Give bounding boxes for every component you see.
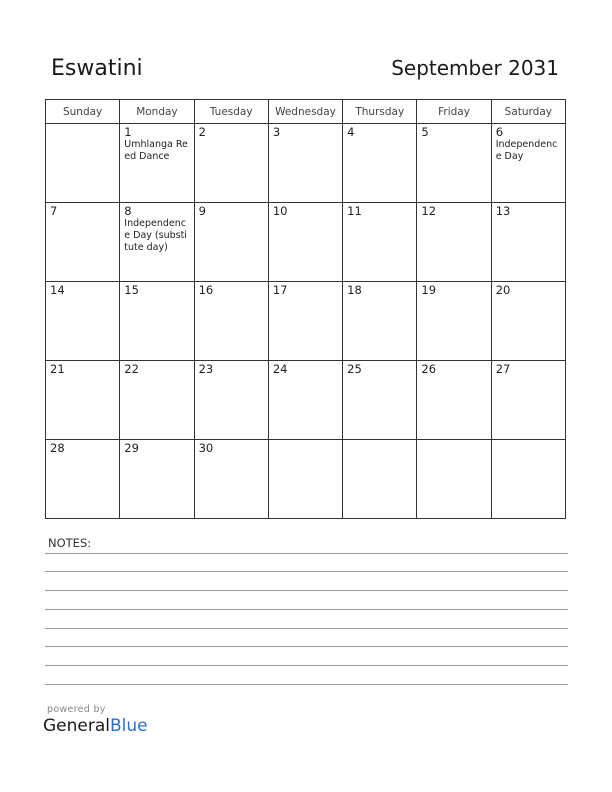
day-cell[interactable]	[491, 282, 565, 361]
day-number: 11	[347, 204, 362, 218]
weekday-header-row	[46, 100, 566, 124]
day-cell[interactable]	[194, 440, 268, 519]
day-number: 24	[272, 362, 288, 376]
day-cell[interactable]	[46, 124, 120, 203]
day-number: 18	[347, 283, 362, 297]
day-number: 19	[421, 283, 437, 297]
holiday-event: Umhlanga Reed Dance	[124, 139, 188, 162]
day-cell[interactable]	[120, 124, 194, 203]
day-number: 8	[124, 204, 132, 218]
day-number: 25	[347, 362, 362, 376]
day-cell[interactable]	[194, 124, 268, 203]
day-cell[interactable]	[46, 361, 120, 440]
day-number: 30	[198, 441, 214, 455]
day-cell[interactable]	[268, 124, 342, 203]
day-cell[interactable]	[46, 282, 120, 361]
day-cell[interactable]	[194, 361, 268, 440]
weekday-header: Wednesday	[268, 100, 342, 124]
day-cell[interactable]	[46, 440, 120, 519]
weekday-header: Friday	[417, 100, 491, 124]
day-number: 4	[347, 125, 355, 139]
month-year-title: September 2031	[391, 56, 559, 80]
day-number: 5	[421, 125, 429, 139]
day-number: 1	[124, 125, 132, 139]
notes-line	[45, 684, 568, 685]
day-cell[interactable]	[417, 361, 491, 440]
day-number: 10	[272, 204, 288, 218]
day-number: 12	[421, 204, 437, 218]
notes-line	[45, 628, 568, 629]
weekday-header: Tuesday	[194, 100, 268, 124]
day-number: 29	[124, 441, 139, 455]
notes-line	[45, 646, 568, 647]
day-cell[interactable]	[268, 203, 342, 282]
day-cell[interactable]	[120, 440, 194, 519]
day-cell[interactable]	[343, 203, 417, 282]
weekday-header: Sunday	[46, 100, 120, 124]
notes-line	[45, 609, 568, 610]
day-number: 22	[124, 362, 139, 376]
notes-line	[45, 553, 568, 554]
week-row	[46, 124, 566, 203]
day-cell[interactable]	[194, 203, 268, 282]
day-cell[interactable]	[491, 440, 565, 519]
day-cell[interactable]	[343, 440, 417, 519]
day-cell[interactable]	[46, 203, 120, 282]
day-cell[interactable]	[120, 361, 194, 440]
day-number: 6	[495, 125, 504, 139]
week-row	[46, 440, 566, 519]
day-cell[interactable]	[491, 203, 565, 282]
week-row	[46, 282, 566, 361]
day-cell[interactable]	[343, 282, 417, 361]
weekday-header: Thursday	[343, 100, 417, 124]
day-number: 27	[495, 362, 511, 376]
day-cell[interactable]	[268, 440, 342, 519]
country-title: Eswatini	[51, 56, 143, 81]
notes-line	[45, 571, 568, 572]
weekday-header: Monday	[120, 100, 194, 124]
day-cell[interactable]	[343, 124, 417, 203]
day-number: 28	[50, 441, 65, 455]
generalblue-logo[interactable]	[43, 716, 148, 736]
day-cell[interactable]	[120, 282, 194, 361]
day-cell[interactable]	[491, 124, 565, 203]
day-cell[interactable]	[417, 124, 491, 203]
day-number: 17	[272, 283, 288, 297]
day-number: 13	[495, 204, 511, 218]
day-number: 15	[124, 283, 139, 297]
notes-line	[45, 590, 568, 591]
day-number: 20	[495, 283, 511, 297]
week-row	[46, 203, 566, 282]
powered-by-text: powered by	[47, 704, 106, 715]
notes-line	[45, 665, 568, 666]
weekday-header: Saturday	[491, 100, 565, 124]
day-cell[interactable]	[268, 282, 342, 361]
holiday-event: Independence Day (substitute day)	[124, 218, 187, 253]
day-number: 23	[198, 362, 214, 376]
day-cell[interactable]	[343, 361, 417, 440]
day-number: 9	[198, 204, 206, 218]
day-number: 21	[50, 362, 65, 376]
day-cell[interactable]	[417, 440, 491, 519]
day-cell[interactable]	[417, 282, 491, 361]
day-number: 2	[198, 125, 206, 139]
day-number: 7	[50, 204, 58, 218]
brand-blue: Blue	[110, 716, 148, 736]
notes-label: NOTES:	[48, 536, 92, 550]
day-cell[interactable]	[491, 361, 565, 440]
week-row	[46, 361, 566, 440]
day-number: 16	[198, 283, 214, 297]
holiday-event: Independence Day	[495, 139, 558, 162]
day-cell[interactable]	[268, 361, 342, 440]
day-cell[interactable]	[194, 282, 268, 361]
day-number: 26	[421, 362, 437, 376]
day-cell[interactable]	[417, 203, 491, 282]
day-cell[interactable]	[120, 203, 194, 282]
day-number: 3	[272, 125, 281, 139]
brand-general: General	[43, 716, 110, 736]
day-number: 14	[50, 283, 65, 297]
calendar-grid	[45, 99, 566, 519]
